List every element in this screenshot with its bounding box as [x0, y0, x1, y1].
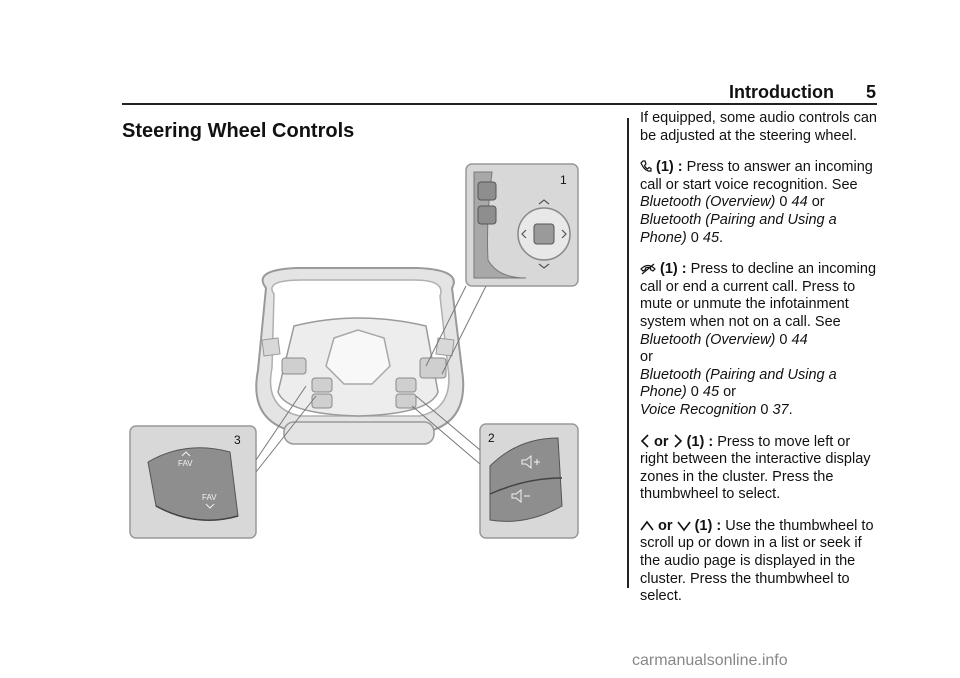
xref-link[interactable]: Bluetooth (Pairing and Using a Phone) — [640, 366, 837, 401]
key-label: (1) : — [686, 433, 714, 450]
callout-3: 3 — [234, 433, 241, 447]
period: . — [788, 401, 793, 418]
or-text: or — [723, 384, 736, 401]
or-text: or — [654, 433, 669, 450]
page-ref-symbol: 0 — [779, 194, 788, 211]
page-ref[interactable]: 45 — [702, 384, 720, 401]
header-rule — [122, 103, 877, 105]
page-header — [124, 82, 876, 104]
page-ref-symbol: 0 — [760, 401, 769, 418]
page-ref[interactable]: 44 — [791, 194, 808, 211]
desc: Use the thumbwheel to scroll up or down in a list or seek if the audio page is displayed in the cluster. Press the thumbwheel to select. — [640, 517, 874, 605]
or-text: or — [640, 349, 653, 366]
or-text: or — [811, 194, 825, 211]
page-number: 5 — [865, 82, 876, 102]
page-ref-symbol: 0 — [690, 229, 699, 246]
up-down-paragraph — [640, 518, 880, 606]
desc: Press to answer an incoming call or start voice recognition. See — [640, 159, 873, 193]
callout-1: 1 — [560, 173, 567, 187]
watermark: carmanualsonline.info — [632, 652, 788, 669]
key-label: (1) : — [656, 159, 683, 176]
or-text: or — [658, 517, 673, 534]
answer-call-paragraph — [640, 159, 880, 247]
column-divider — [627, 118, 629, 588]
fav-up-label: FAV — [178, 459, 193, 468]
left-right-paragraph — [640, 434, 880, 504]
intro-paragraph: If equipped, some audio controls can be adjusted at the steering wheel. — [640, 110, 877, 144]
fav-down-label: FAV — [202, 493, 217, 502]
chevron-down-icon — [677, 520, 691, 532]
steering-wheel-figure — [126, 160, 582, 544]
decline-call-paragraph — [640, 261, 880, 419]
page-ref[interactable]: 44 — [791, 331, 808, 348]
phone-voice-icon — [640, 159, 652, 173]
page-ref-symbol: 0 — [779, 331, 788, 348]
callout-2: 2 — [488, 431, 495, 445]
phone-hangup-icon — [640, 263, 656, 275]
text-column — [640, 110, 880, 620]
chevron-up-icon — [640, 520, 654, 532]
desc: Press to decline an incoming call or end a current call. Press to mute or unmute the infotainment system when not on a call. See — [640, 261, 877, 330]
xref-link[interactable]: Bluetooth (Overview) — [640, 331, 776, 348]
xref-link[interactable]: Bluetooth (Overview) — [640, 194, 776, 211]
desc: Press to move left or right between the interactive display zones in the cluster. Press the thumbwheel to select. — [640, 433, 871, 503]
xref-link[interactable]: Bluetooth (Pairing and Using a Phone) — [640, 211, 837, 246]
chevron-right-icon — [673, 434, 683, 448]
page-ref[interactable]: 45 — [702, 229, 720, 246]
page-ref[interactable]: 37 — [772, 401, 789, 418]
page-ref-symbol: 0 — [690, 384, 699, 401]
key-label: (1) : — [660, 261, 687, 278]
key-label: (1) : — [694, 517, 722, 534]
section-name: Introduction — [729, 82, 834, 102]
chevron-left-icon — [640, 434, 650, 448]
section-title: Steering Wheel Controls — [122, 120, 355, 142]
xref-link[interactable]: Voice Recognition — [640, 401, 757, 418]
period: . — [719, 229, 724, 246]
